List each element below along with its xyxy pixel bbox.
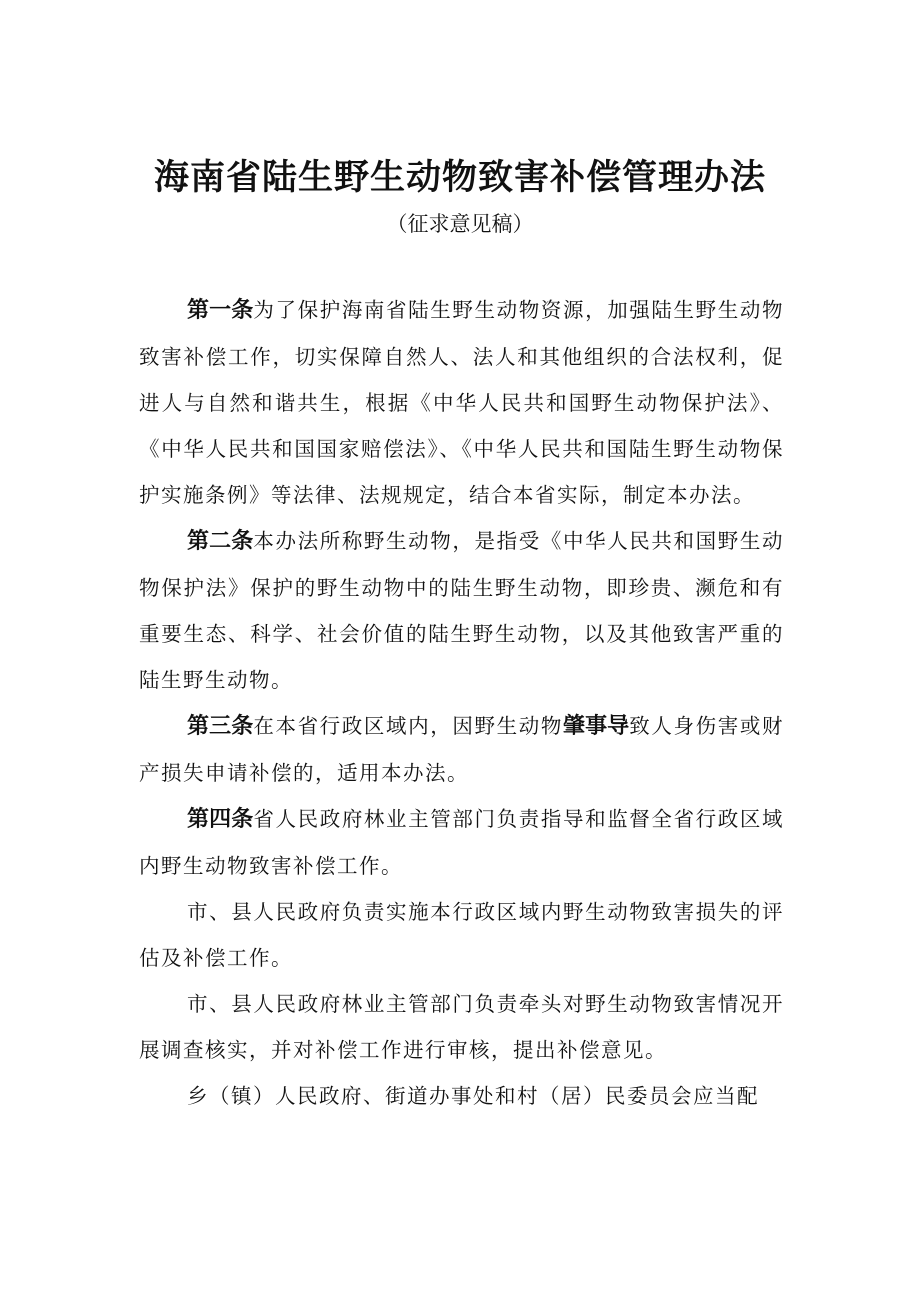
- article-text: 省人民政府林业主管部门负责指导和监督全省行政区域内野生动物致害补偿工作。: [139, 807, 784, 878]
- article-4-paragraph: 乡（镇）人民政府、街道办事处和村（居）民委员会应当配: [187, 1084, 759, 1108]
- document-body: [139, 287, 784, 1119]
- article-2: [139, 518, 784, 703]
- article-label: 第一条: [187, 298, 254, 323]
- article-emphasis: 肇事导: [562, 714, 630, 739]
- article-label: 第二条: [187, 529, 254, 554]
- article-text: 为了保护海南省陆生野生动物资源，加强陆生野生动物致害补偿工作，切实保障自然人、法人和其他组织的合法权利，促进人与自然和谐共生，根据《中华人民共和国野生动物保护法》、《中华人民共和国国家赔偿法》、《中华人民共和国陆生野生动物保护实施条例》等法律、法规规定，结合本省实际，制定本办法。: [139, 298, 784, 507]
- article-label: 第三条: [187, 714, 254, 739]
- article-4: [139, 796, 784, 889]
- article-3: [139, 703, 784, 796]
- article-text: 在本省行政区域内，因野生动物: [253, 714, 563, 738]
- article-4-paragraph: 市、县人民政府林业主管部门负责牵头对野生动物致害情况开展调查核实，并对补偿工作进行审核，提出补偿意见。: [139, 992, 784, 1062]
- article-text: 致人身伤害或财产损失申请补偿的，适用本办法。: [139, 714, 784, 785]
- article-1: [139, 287, 784, 518]
- article-label: 第四条: [187, 807, 254, 832]
- document-title: 海南省陆生野生动物致害补偿管理办法: [153, 158, 766, 198]
- article-text: 本办法所称野生动物，是指受《中华人民共和国野生动物保护法》保护的野生动物中的陆生野生动物，即珍贵、濒危和有重要生态、科学、社会价值的陆生野生动物，以及其他致害严重的陆生野生动物。: [139, 529, 784, 692]
- document-subtitle: （征求意见稿）: [386, 212, 534, 236]
- article-4-paragraph: 市、县人民政府负责实施本行政区域内野生动物致害损失的评估及补偿工作。: [139, 900, 784, 970]
